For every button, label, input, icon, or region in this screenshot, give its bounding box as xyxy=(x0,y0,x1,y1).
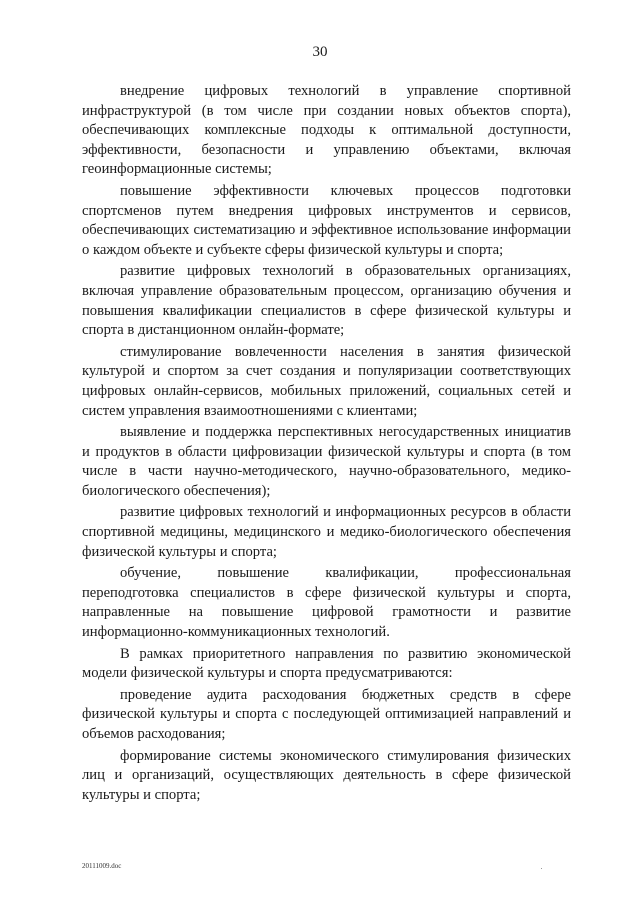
paragraph-educational-organizations: развитие цифровых технологий в образовательных организациях, включая управление образовательным процессом, организацию обучения и повышения квалификации специалистов в сфере физической культуры и спорта в дистанционном онлайн-формате; xyxy=(82,263,571,339)
paragraph-sports-medicine: развитие цифровых технологий и информационных ресурсов в области спортивной медицины, медицинского и медико-биологического обеспечения физической культуры и спорта; xyxy=(82,504,571,560)
paragraph-digital-infrastructure: внедрение цифровых технологий в управление спортивной инфраструктурой (в том числе при создании новых объектов спорта), обеспечивающих комплексные подходы к оптимальной доступности, эффективности, безопасности и управлению объектами, включая геоинформационные системы; xyxy=(82,83,571,178)
page-number: 30 xyxy=(312,44,328,60)
paragraph-budget-audit: проведение аудита расходования бюджетных средств в сфере физической культуры и спорта с последующей оптимизацией направлений и объемов расходования; xyxy=(82,686,571,742)
paragraph-economic-model-intro: В рамках приоритетного направления по развитию экономической модели физической культуры и спорта предусматриваются: xyxy=(82,645,571,682)
paragraph-nongovernmental-initiatives: выявление и поддержка перспективных негосударственных инициатив и продуктов в области цифровизации физической культуры и спорта (в том числе в части научно-методического, научно-образовательного, медико-биологического обеспечения); xyxy=(82,424,571,499)
document-body xyxy=(82,82,571,807)
scan-artifact xyxy=(541,868,542,869)
paragraph-athlete-training: повышение эффективности ключевых процессов подготовки спортсменов путем внедрения цифровых инструментов и сервисов, обеспечивающих систематизацию и эффективное использование информации о каждом объекте и субъекте сферы физической культуры и спорта; xyxy=(82,182,571,258)
paragraph-economic-incentives: формирование системы экономического стимулирования физических лиц и организаций, осуществляющих деятельность в сфере физической культуры и спорта; xyxy=(82,747,571,803)
footer-filename: 20111009.doc xyxy=(82,862,122,870)
paragraph-population-engagement: стимулирование вовлеченности населения в занятия физической культурой и спортом за счет создания и популяризации соответствующих цифровых онлайн-сервисов, мобильных приложений, социальных сетей и систем управления взаимоотношениями с клиентами; xyxy=(82,343,571,419)
paragraph-training-retraining: обучение, повышение квалификации, профессиональная переподготовка специалистов в сфере физической культуры и спорта, направленные на повышение цифровой грамотности и развитие информационно-коммуникационных технологий. xyxy=(82,565,571,641)
